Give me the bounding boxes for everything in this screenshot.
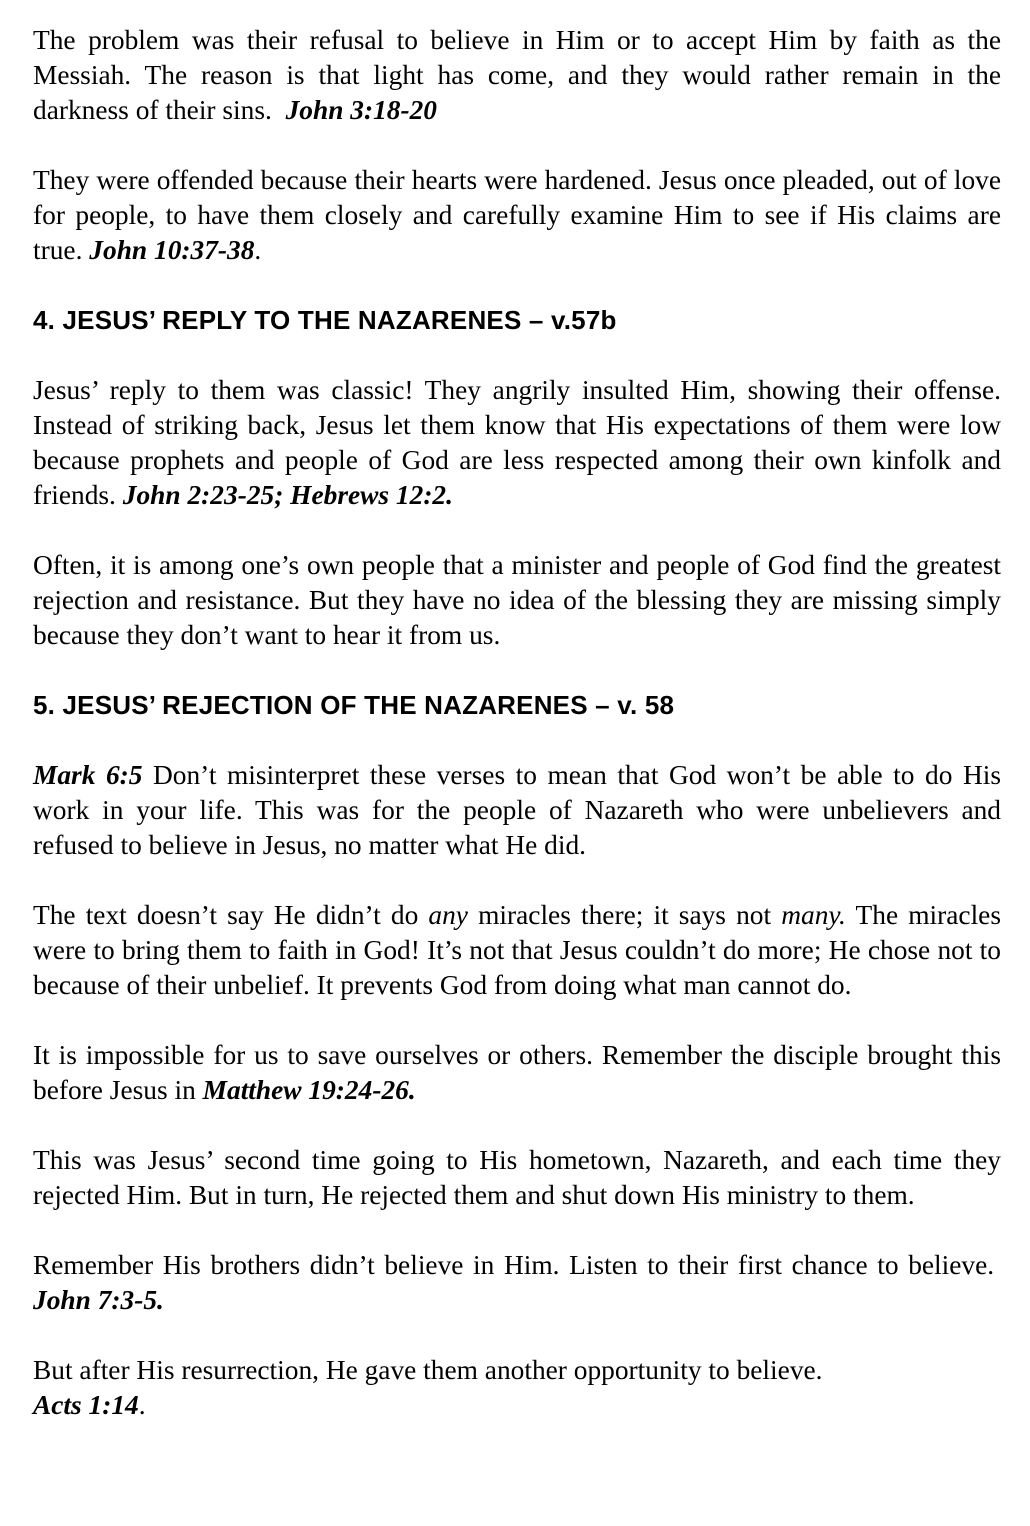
scripture-reference: John 10:37-38	[89, 235, 255, 265]
paragraph-text: Remember His brothers didn’t believe in Him. Listen to their first chance to believe.	[33, 1250, 995, 1280]
punctuation: .	[254, 235, 262, 265]
paragraph	[33, 1248, 1001, 1318]
scripture-reference: John 7:3-5.	[33, 1285, 164, 1315]
paragraph-text: Don’t misinterpret these verses to mean that God won’t be able to do His work in your life. This was for the people of Nazareth who were unbelievers and refused to believe in Jesus, no matter what He did.	[33, 760, 1002, 860]
paragraph-text: But after His resurrection, He gave them another opportunity to believe.	[33, 1355, 823, 1385]
emphasis: many.	[781, 900, 846, 930]
scripture-reference: John 2:23-25; Hebrews 12:2.	[122, 480, 453, 510]
paragraph-text: Jesus’ reply to them was classic! They angrily insulted Him, showing their offense. Instead of striking back, Jesus let them know that His expectations of them were low because prophets and people of God are less respected among their own kinfolk and friends.	[33, 375, 1001, 510]
paragraph	[33, 898, 1001, 1003]
section-heading: 4. JESUS’ REPLY TO THE NAZARENES – v.57b	[33, 305, 617, 335]
paragraph-text: miracles there; it says not	[478, 900, 772, 930]
paragraph-text: Often, it is among one’s own people that a minister and people of God find the greatest rejection and resistance. But they have no idea of the blessing they are missing simply because they don’t want to hear it from us.	[33, 550, 1001, 650]
scripture-reference: John 3:18-20	[285, 95, 438, 125]
paragraph-text: They were offended because their hearts were hardened. Jesus once pleaded, out of love for people, to have them closely and carefully examine Him to see if His claims are true.	[33, 165, 1001, 265]
section-heading: 5. JESUS’ REJECTION OF THE NAZARENES – v. 58	[33, 690, 675, 720]
paragraph	[33, 373, 1001, 513]
scripture-reference: Mark 6:5	[33, 760, 143, 790]
emphasis: any	[428, 900, 468, 930]
scripture-reference: Acts 1:14	[33, 1390, 139, 1420]
paragraph	[33, 163, 1001, 268]
paragraph	[33, 758, 1001, 863]
paragraph-text: The miracles were to bring them to faith in God! It’s not that Jesus couldn’t do more; He chose not to because of their unbelief. It prevents God from doing what man cannot do.	[33, 900, 1001, 1000]
paragraph-text: The text doesn’t say He didn’t do	[33, 900, 419, 930]
paragraph-text: This was Jesus’ second time going to His hometown, Nazareth, and each time they rejected Him. But in turn, He rejected them and shut down His ministry to them.	[33, 1145, 1001, 1210]
paragraph	[33, 1038, 1001, 1108]
punctuation: .	[138, 1390, 146, 1420]
paragraph	[33, 1143, 1001, 1213]
paragraph-text: The problem was their refusal to believe in Him or to accept Him by faith as the Messiah. The reason is that light has come, and they would rather remain in the darkness of their sins.	[33, 25, 1001, 125]
paragraph	[33, 548, 1001, 653]
paragraph-text: It is impossible for us to save ourselves or others. Remember the disciple brought this before Jesus in	[33, 1040, 1001, 1105]
scripture-reference: Matthew 19:24-26.	[202, 1075, 416, 1105]
paragraph	[33, 23, 1001, 128]
paragraph	[33, 1353, 1001, 1423]
